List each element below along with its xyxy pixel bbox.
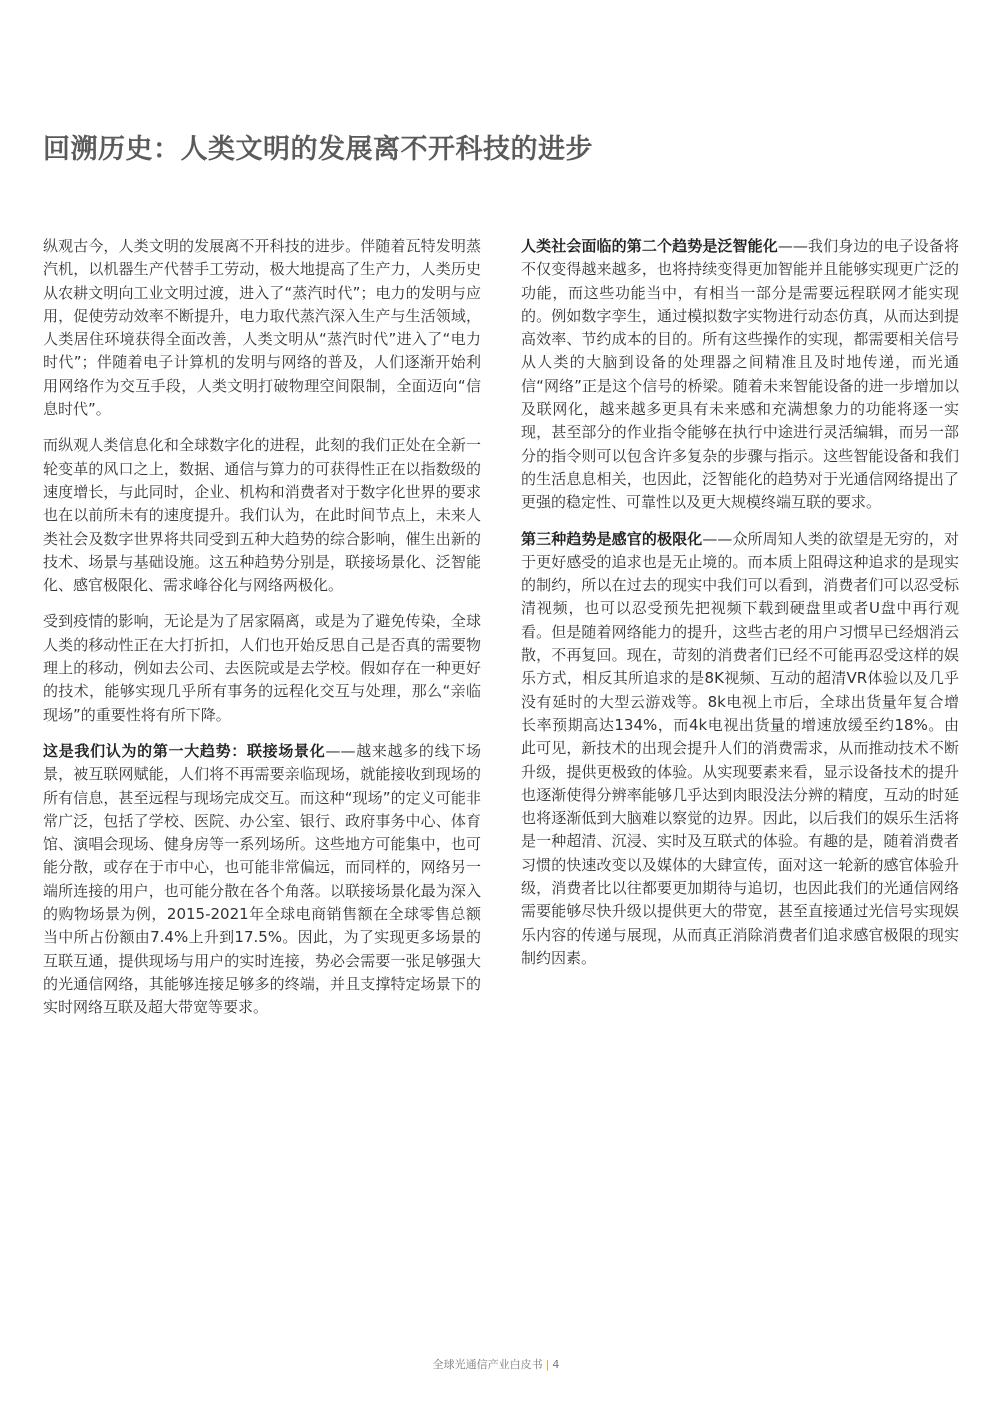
paragraph-trend-three xyxy=(521,528,959,971)
left-column xyxy=(43,235,481,1033)
trend-two-heading: 人类社会面临的第二个趋势是泛智能化 xyxy=(521,237,778,255)
trend-two-text: ——我们身边的电子设备将不仅变得越来越多，也将持续变得更加智能并且能够实现更广泛的功能，而这些功能当中，有相当一部分是需要远程联网才能实现的。例如数字孪生，通过模拟数字实物进行动态仿真，从而达到提高效率、节约成本的目的。所有这些操作的实现，都需要相关信号从人类的大脑到设备的处理器之间精准且及时地传递，而光通信“网络”正是这个信号的桥梁。随着未来智能设备的进一步增加以及联网化，越来越多更具有未来感和充满想象力的功能将逐一实现，甚至部分的作业指令能够在执行中途进行灵活编辑，而另一部分的指令则可以包含许多复杂的步骤与指示。这些智能设备和我们的生活息息相关，也因此，泛智能化的趋势对于光通信网络提出了更强的稳定性、可靠性以及更大规模终端互联的要求。 xyxy=(521,237,959,512)
paragraph-digitalization: 而纵观人类信息化和全球数字化的进程，此刻的我们正处在全新一轮变革的风口之上，数据、通信与算力的可获得性正在以指数级的速度增长，与此同时，企业、机构和消费者对于数字化世界的要求也在以前所未有的速度提升。我们认为，在此时间节点上，未来人类社会及数字世界将共同受到五种大趋势的综合影响，催生出新的技术、场景与基础设施。这五种趋势分别是，联接场景化、泛智能化、感官极限化、需求峰谷化与网络两极化。 xyxy=(43,436,481,595)
trend-three-heading: 第三种趋势是感官的极限化 xyxy=(521,529,703,548)
trend-three-text: ——众所周知人类的欲望是无穷的，对于更好感受的追求也是无止境的。而本质上阻碍这种追求的是现实的制约，所以在过去的现实中我们可以看到，消费者们可以忍受标清视频，也可以忍受预先把视频下载到硬盘里或者U盘中再行观看。但是随着网络能力的提升，这些古老的用户习惯早已经烟消云散，不再复回。现在，苛刻的消费者们已经不可能再忍受这样的娱乐方式，相反其所追求的是8K视频、互动的超清VR体验以及几乎没有延时的大型云游戏等。8k电视上市后，全球出货量年复合增长率预期高达134%，而4k电视出货量的增速放缓至约18%。由此可见，新技术的出现会提升人们的消费需求，从而推动技术不断升级，提供更极致的体验。从实现要素来看，显示设备技术的提升也逐渐使得分辨率能够几乎达到肉眼没法分辨的精度，互动的时延也将逐渐低到大脑难以察觉的边界。因此，以后我们的娱乐生活将是一种超清、沉浸、实时及互联式的体验。有趣的是，随着消费者习惯的快速改变以及媒体的大肆宣传，面对这一轮新的感官体验升级，消费者比以往都要更加期待与追切，也因此我们的光通信网络需要能够尽快升级以提供更大的带宽，甚至直接通过光信号实现娱乐内容的传递与展现，从而真正消除消费者们追求感官极限的现实制约因素。 xyxy=(521,529,959,967)
footer-doc-title: 全球光通信产业白皮书 xyxy=(432,1358,543,1371)
footer-page-number: 4 xyxy=(552,1358,560,1371)
paragraph-trend-two xyxy=(521,235,959,515)
page-footer xyxy=(0,1356,992,1372)
paragraph-trend-one xyxy=(43,740,481,1020)
right-column xyxy=(521,235,959,983)
trend-one-heading: 这是我们认为的第一大趋势：联接场景化 xyxy=(43,741,326,760)
page-title: 回溯历史：人类文明的发展离不开科技的进步 xyxy=(43,134,593,165)
paragraph-history: 纵观古今，人类文明的发展离不开科技的进步。伴随着瓦特发明蒸汽机，以机器生产代替手工劳动，极大地提高了生产力，人类历史从农耕文明向工业文明过渡，进入了“蒸汽时代”；电力的发明与应用，促使劳动效率不断提升，电力取代蒸汽深入生产与生活领域，人类居住环境获得全面改善，人类文明从“蒸汽时代”进入了“电力时代”；伴随着电子计算机的发明与网络的普及，人们逐渐开始利用网络作为交互手段，人类文明打破物理空间限制，全面迈向“信息时代”。 xyxy=(43,237,481,419)
trend-one-text: ——越来越多的线下场景，被互联网赋能，人们将不再需要亲临现场，就能接收到现场的所有信息，甚至远程与现场完成交互。而这种“现场”的定义可能非常广泛，包括了学校、医院、办公室、银行、政府事务中心、体育馆、演唱会现场、健身房等一系列场所。这些地方可能集中，也可能分散，或存在于市中心，也可能非常偏远，而同样的，网络另一端所连接的用户，也可能分散在各个角落。以联接场景化最为深入的购物场景为例，2015-2021年全球电商销售额在全球零售总额当中所占份额由7.4%上升到17.5%。因此，为了实现更多场景的互联互通，提供现场与用户的实时连接，势必会需要一张足够强大的光通信网络，其能够连接足够多的终端，并且支撑特定场景下的实时网络互联及超大带宽等要求。 xyxy=(43,741,481,1017)
footer-separator: | xyxy=(545,1358,550,1371)
paragraph-pandemic: 受到疫情的影响，无论是为了居家隔离，或是为了避免传染，全球人类的移动性正在大打折扣，人们也开始反思自己是否真的需要物理上的移动，例如去公司、去医院或是去学校。假如存在一种更好的技术，能够实现几乎所有事务的远程化交互与处理，那么“亲临现场”的重要性将有所下降。 xyxy=(43,612,481,724)
